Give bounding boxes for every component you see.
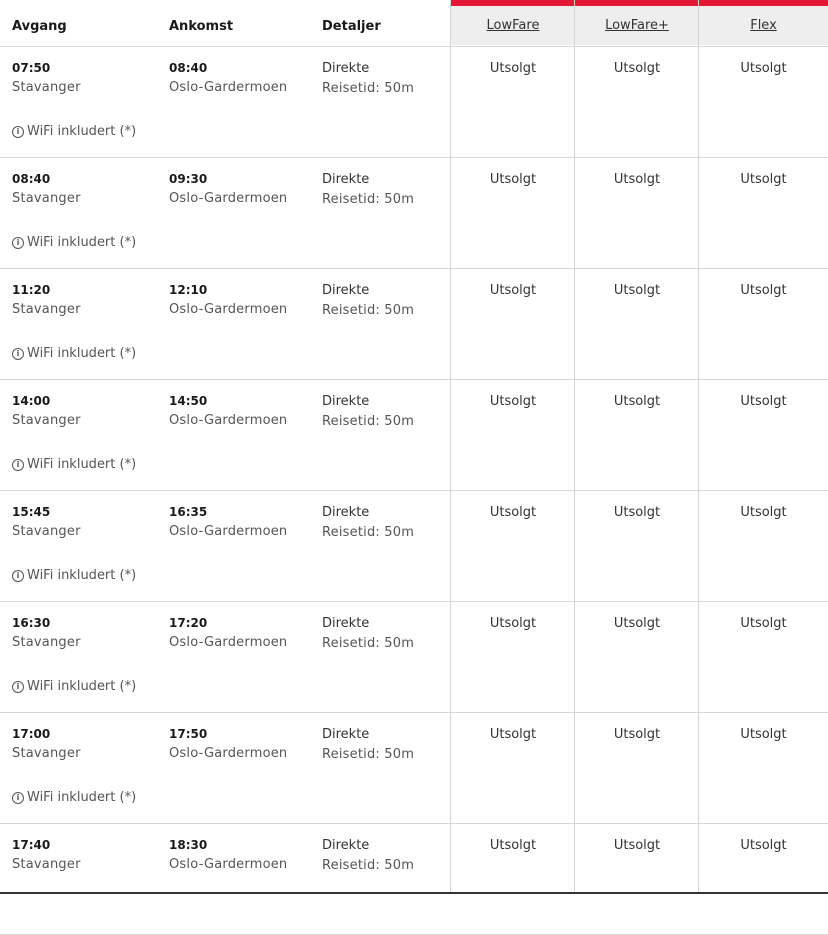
- departure-cell: [12, 283, 81, 317]
- fare-status: Utsolgt: [451, 61, 575, 76]
- fare-status: Utsolgt: [451, 616, 575, 631]
- departure-place: Stavanger: [12, 302, 81, 317]
- travel-time: Reisetid: 50m: [322, 747, 414, 762]
- fare-cell-lowfare-plus: [575, 47, 699, 157]
- travel-time: Reisetid: 50m: [322, 858, 414, 873]
- departure-cell: [12, 172, 81, 206]
- flight-type: Direkte: [322, 727, 414, 742]
- wifi-label: WiFi inkludert (*): [27, 790, 136, 805]
- fare-status: Utsolgt: [699, 172, 828, 187]
- table-body: [0, 47, 828, 935]
- fare-header-lowfare: [451, 0, 575, 45]
- fare-cell-lowfare-plus: [575, 824, 699, 934]
- fare-cell-flex: [699, 824, 828, 934]
- travel-time: Reisetid: 50m: [322, 192, 414, 207]
- arrival-time: 08:40: [169, 61, 287, 75]
- departure-time: 15:45: [12, 505, 81, 519]
- fare-cell-lowfare: [451, 824, 575, 934]
- departure-time: 14:00: [12, 394, 81, 408]
- details-cell: [322, 727, 414, 762]
- fare-status: Utsolgt: [451, 838, 575, 853]
- arrival-place: Oslo-Gardermoen: [169, 413, 287, 428]
- arrival-time: 09:30: [169, 172, 287, 186]
- fare-cell-lowfare: [451, 47, 575, 157]
- flight-row[interactable]: [0, 491, 828, 602]
- wifi-info[interactable]: [12, 346, 136, 361]
- fare-link-flex[interactable]: Flex: [699, 18, 828, 33]
- wifi-label: WiFi inkludert (*): [27, 679, 136, 694]
- fare-cell-flex: [699, 47, 828, 157]
- fare-cell-flex: [699, 158, 828, 268]
- arrival-cell: [169, 283, 287, 317]
- table-header: [0, 0, 828, 47]
- departure-cell: [12, 727, 81, 761]
- flight-type: Direkte: [322, 61, 414, 76]
- wifi-label: WiFi inkludert (*): [27, 457, 136, 472]
- flight-type: Direkte: [322, 394, 414, 409]
- wifi-info[interactable]: [12, 790, 136, 805]
- departure-time: 16:30: [12, 616, 81, 630]
- info-circle-icon: i: [12, 459, 24, 471]
- wifi-label: WiFi inkludert (*): [27, 124, 136, 139]
- fare-status: Utsolgt: [699, 838, 828, 853]
- departure-cell: [12, 616, 81, 650]
- fare-cell-lowfare-plus: [575, 269, 699, 379]
- arrival-place: Oslo-Gardermoen: [169, 857, 287, 872]
- arrival-time: 17:20: [169, 616, 287, 630]
- travel-time: Reisetid: 50m: [322, 303, 414, 318]
- flight-row[interactable]: [0, 713, 828, 824]
- column-divider: [574, 0, 575, 894]
- info-circle-icon: i: [12, 792, 24, 804]
- details-cell: [322, 283, 414, 318]
- arrival-place: Oslo-Gardermoen: [169, 191, 287, 206]
- departure-place: Stavanger: [12, 635, 81, 650]
- fare-cell-flex: [699, 713, 828, 823]
- travel-time: Reisetid: 50m: [322, 636, 414, 651]
- details-cell: [322, 61, 414, 96]
- fare-status: Utsolgt: [699, 61, 828, 76]
- details-cell: [322, 505, 414, 540]
- fare-cell-lowfare-plus: [575, 380, 699, 490]
- flight-row[interactable]: [0, 824, 828, 935]
- arrival-cell: [169, 838, 287, 872]
- arrival-time: 16:35: [169, 505, 287, 519]
- fare-status: Utsolgt: [575, 616, 699, 631]
- arrival-cell: [169, 172, 287, 206]
- arrival-cell: [169, 505, 287, 539]
- departure-time: 17:40: [12, 838, 81, 852]
- header-arrival-label: Ankomst: [169, 19, 233, 34]
- info-circle-icon: i: [12, 570, 24, 582]
- departure-place: Stavanger: [12, 191, 81, 206]
- flight-type: Direkte: [322, 616, 414, 631]
- departure-time: 17:00: [12, 727, 81, 741]
- header-details-label: Detaljer: [322, 19, 381, 34]
- column-divider: [450, 0, 451, 894]
- info-circle-icon: i: [12, 681, 24, 693]
- details-cell: [322, 838, 414, 873]
- wifi-label: WiFi inkludert (*): [27, 346, 136, 361]
- arrival-cell: [169, 616, 287, 650]
- wifi-info[interactable]: [12, 457, 136, 472]
- travel-time: Reisetid: 50m: [322, 414, 414, 429]
- fare-status: Utsolgt: [451, 283, 575, 298]
- fare-status: Utsolgt: [699, 616, 828, 631]
- details-cell: [322, 616, 414, 651]
- departure-place: Stavanger: [12, 746, 81, 761]
- departure-time: 11:20: [12, 283, 81, 297]
- departure-time: 07:50: [12, 61, 81, 75]
- arrival-time: 12:10: [169, 283, 287, 297]
- fare-cell-flex: [699, 491, 828, 601]
- info-circle-icon: i: [12, 126, 24, 138]
- fare-status: Utsolgt: [451, 172, 575, 187]
- fare-cell-lowfare: [451, 269, 575, 379]
- details-cell: [322, 394, 414, 429]
- fare-status: Utsolgt: [451, 505, 575, 520]
- fare-status: Utsolgt: [451, 727, 575, 742]
- fare-status: Utsolgt: [575, 505, 699, 520]
- fare-status: Utsolgt: [451, 394, 575, 409]
- departure-cell: [12, 61, 81, 95]
- wifi-info[interactable]: [12, 124, 136, 139]
- departure-place: Stavanger: [12, 413, 81, 428]
- fare-cell-lowfare: [451, 602, 575, 712]
- arrival-cell: [169, 727, 287, 761]
- header-departure-label: Avgang: [12, 19, 67, 34]
- flight-type: Direkte: [322, 838, 414, 853]
- departure-cell: [12, 394, 81, 428]
- flight-row[interactable]: [0, 380, 828, 491]
- fare-cell-flex: [699, 269, 828, 379]
- fare-cell-lowfare: [451, 491, 575, 601]
- info-circle-icon: i: [12, 237, 24, 249]
- flight-row[interactable]: [0, 47, 828, 158]
- fare-status: Utsolgt: [575, 61, 699, 76]
- arrival-place: Oslo-Gardermoen: [169, 524, 287, 539]
- flight-row[interactable]: [0, 602, 828, 713]
- fare-status: Utsolgt: [575, 838, 699, 853]
- fare-link-lowfare-plus[interactable]: LowFare+: [575, 18, 699, 33]
- departure-place: Stavanger: [12, 524, 81, 539]
- wifi-info[interactable]: [12, 679, 136, 694]
- departure-place: Stavanger: [12, 80, 81, 95]
- departure-time: 08:40: [12, 172, 81, 186]
- departure-cell: [12, 838, 81, 872]
- fare-cell-flex: [699, 602, 828, 712]
- flight-type: Direkte: [322, 505, 414, 520]
- arrival-place: Oslo-Gardermoen: [169, 302, 287, 317]
- arrival-cell: [169, 394, 287, 428]
- fare-link-lowfare[interactable]: LowFare: [451, 18, 575, 33]
- fare-cell-lowfare-plus: [575, 602, 699, 712]
- flight-type: Direkte: [322, 172, 414, 187]
- fare-status: Utsolgt: [575, 172, 699, 187]
- wifi-info[interactable]: [12, 235, 136, 250]
- arrival-place: Oslo-Gardermoen: [169, 635, 287, 650]
- arrival-cell: [169, 61, 287, 95]
- flight-row[interactable]: [0, 269, 828, 380]
- fare-cell-flex: [699, 380, 828, 490]
- fare-cell-lowfare: [451, 713, 575, 823]
- fare-status: Utsolgt: [575, 283, 699, 298]
- fare-cell-lowfare-plus: [575, 491, 699, 601]
- fare-status: Utsolgt: [699, 727, 828, 742]
- arrival-time: 17:50: [169, 727, 287, 741]
- travel-time: Reisetid: 50m: [322, 525, 414, 540]
- flight-type: Direkte: [322, 283, 414, 298]
- arrival-time: 14:50: [169, 394, 287, 408]
- fare-status: Utsolgt: [699, 394, 828, 409]
- fare-cell-lowfare-plus: [575, 713, 699, 823]
- info-circle-icon: i: [12, 348, 24, 360]
- fare-status: Utsolgt: [699, 505, 828, 520]
- flight-row[interactable]: [0, 158, 828, 269]
- departure-cell: [12, 505, 81, 539]
- wifi-label: WiFi inkludert (*): [27, 235, 136, 250]
- fare-status: Utsolgt: [699, 283, 828, 298]
- wifi-info[interactable]: [12, 568, 136, 583]
- departure-place: Stavanger: [12, 857, 81, 872]
- arrival-place: Oslo-Gardermoen: [169, 80, 287, 95]
- fare-header-lowfare-plus: [575, 0, 699, 45]
- fare-header-flex: [699, 0, 828, 45]
- wifi-label: WiFi inkludert (*): [27, 568, 136, 583]
- arrival-time: 18:30: [169, 838, 287, 852]
- fare-cell-lowfare-plus: [575, 158, 699, 268]
- fare-status: Utsolgt: [575, 727, 699, 742]
- travel-time: Reisetid: 50m: [322, 81, 414, 96]
- fare-cell-lowfare: [451, 380, 575, 490]
- column-divider: [698, 0, 699, 894]
- fare-cell-lowfare: [451, 158, 575, 268]
- details-cell: [322, 172, 414, 207]
- arrival-place: Oslo-Gardermoen: [169, 746, 287, 761]
- fare-status: Utsolgt: [575, 394, 699, 409]
